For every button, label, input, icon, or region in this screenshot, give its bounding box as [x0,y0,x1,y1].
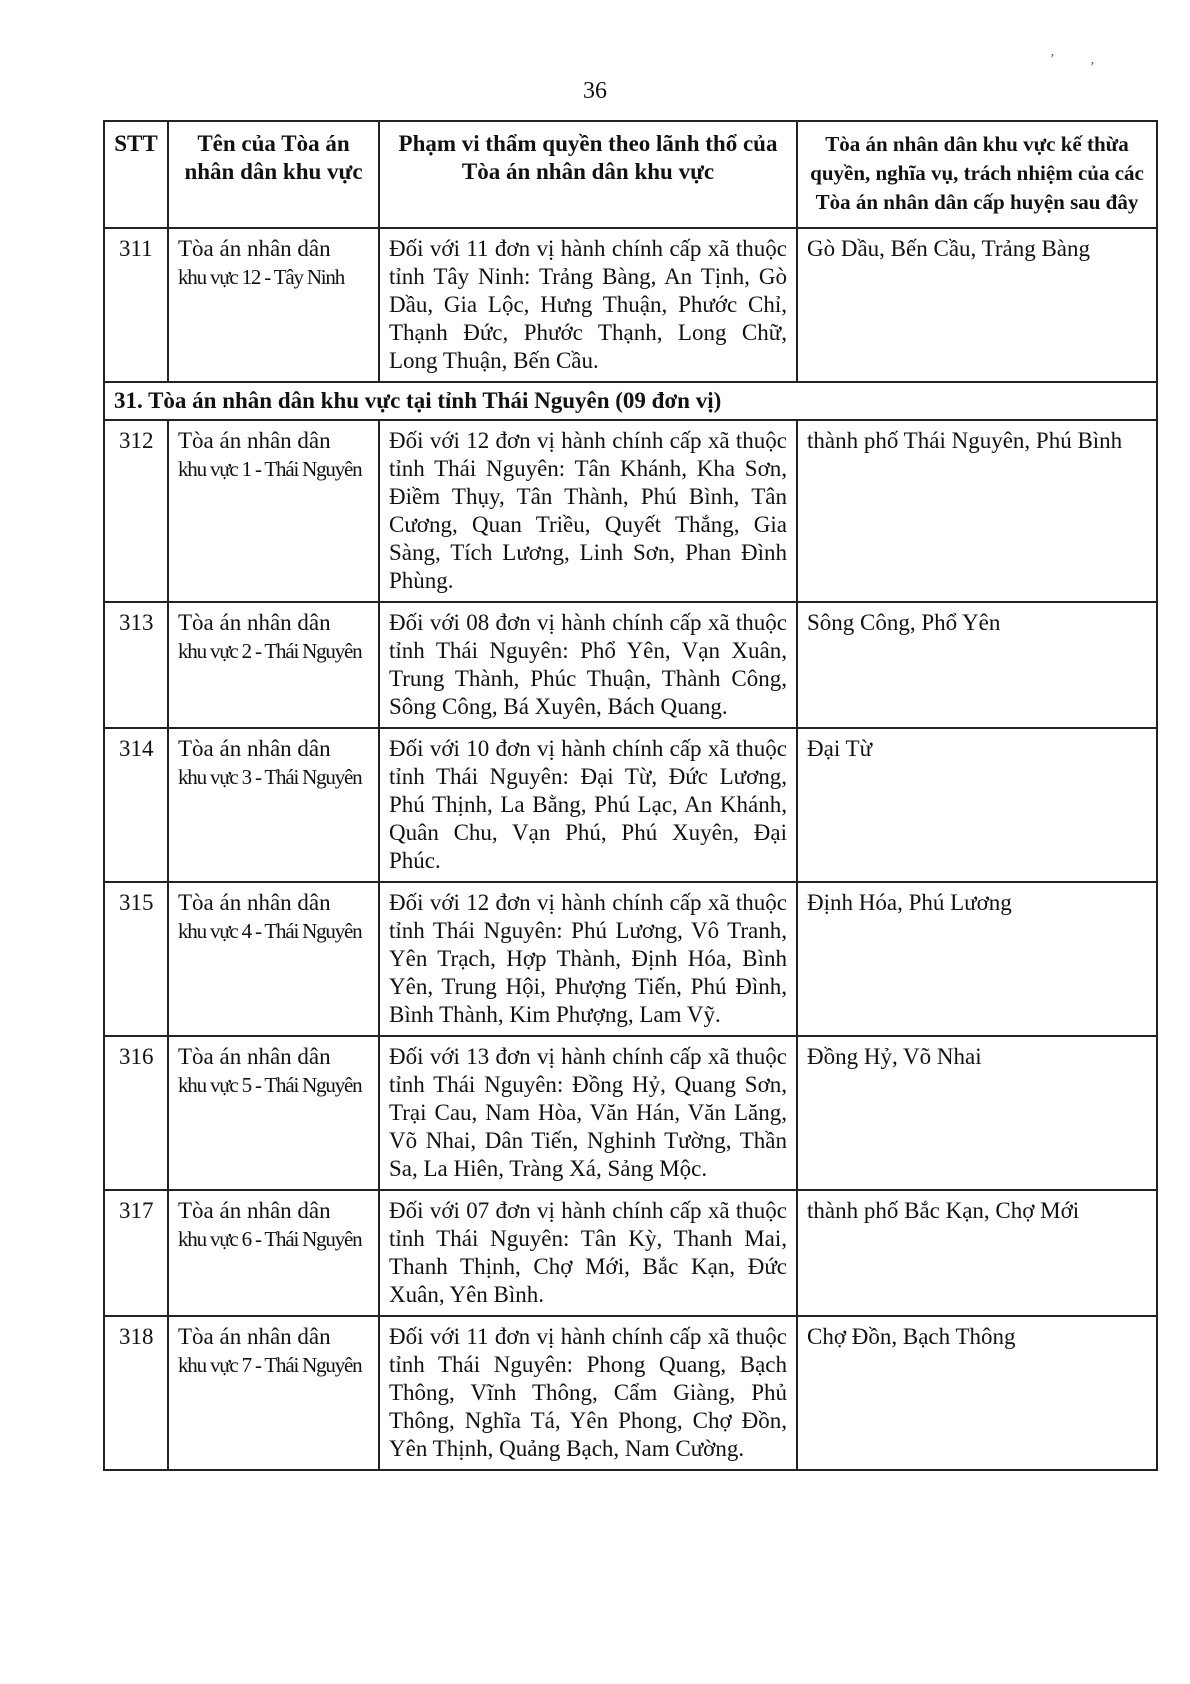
row-court-name [168,882,379,1036]
row-court-name [168,602,379,728]
court-name-line1: Tòa án nhân dân [178,890,331,915]
header-court-name: Tên của Tòa án nhân dân khu vực [168,121,379,228]
table-row [104,1190,1157,1316]
court-name-line2: khu vực 5 - Thái Nguyên [178,1073,362,1097]
scan-mark: ʼ [1050,52,1055,67]
row-heir: thành phố Thái Nguyên, Phú Bình [797,420,1157,602]
row-court-name [168,420,379,602]
court-name-line1: Tòa án nhân dân [178,236,331,261]
row-court-name [168,1316,379,1470]
row-stt: 318 [104,1316,168,1470]
row-stt: 314 [104,728,168,882]
row-heir: Gò Dầu, Bến Cầu, Trảng Bàng [797,228,1157,382]
table-row [104,228,1157,382]
court-name-line2: khu vực 6 - Thái Nguyên [178,1227,362,1251]
header-heir: Tòa án nhân dân khu vực kế thừa quyền, nghĩa vụ, trách nhiệm của các Tòa án nhân dân cấp huyện sau đây [797,121,1157,228]
table-row [104,728,1157,882]
row-stt: 311 [104,228,168,382]
scan-mark: ʼ [1090,60,1095,75]
row-heir: thành phố Bắc Kạn, Chợ Mới [797,1190,1157,1316]
page-number: 36 [583,78,607,104]
table-section-thai-nguyen [104,382,1157,420]
header-scope: Phạm vi thẩm quyền theo lãnh thổ của Tòa án nhân dân khu vực [379,121,797,228]
row-heir: Đồng Hỷ, Võ Nhai [797,1036,1157,1190]
section-title: 31. Tòa án nhân dân khu vực tại tỉnh Thái Nguyên (09 đơn vị) [104,382,1157,420]
section-row [104,382,1157,420]
row-court-name [168,1036,379,1190]
row-heir: Định Hóa, Phú Lương [797,882,1157,1036]
row-stt: 316 [104,1036,168,1190]
row-scope: Đối với 13 đơn vị hành chính cấp xã thuộc tỉnh Thái Nguyên: Đồng Hỷ, Quang Sơn, Trại Cau, Nam Hòa, Văn Hán, Văn Lăng, Võ Nhai, Dân Tiến, Nghinh Tường, Thần Sa, La Hiên, Tràng Xá, Sảng Mộc. [379,1036,797,1190]
court-name-line1: Tòa án nhân dân [178,428,331,453]
table-row [104,1036,1157,1190]
table-row [104,420,1157,602]
court-name-line1: Tòa án nhân dân [178,610,331,635]
row-stt: 313 [104,602,168,728]
court-name-line2: khu vực 12 - Tây Ninh [178,265,345,289]
row-heir: Chợ Đồn, Bạch Thông [797,1316,1157,1470]
row-scope: Đối với 07 đơn vị hành chính cấp xã thuộc tỉnh Thái Nguyên: Tân Kỳ, Thanh Mai, Thanh Thịnh, Chợ Mới, Bắc Kạn, Đức Xuân, Yên Bình. [379,1190,797,1316]
row-scope: Đối với 11 đơn vị hành chính cấp xã thuộc tỉnh Tây Ninh: Trảng Bàng, An Tịnh, Gò Dầu, Gia Lộc, Hưng Thuận, Phước Chỉ, Thạnh Đức, Phước Thạnh, Long Chữ, Long Thuận, Bến Cầu. [379,228,797,382]
table-body-tay-ninh [104,228,1157,382]
row-scope: Đối với 08 đơn vị hành chính cấp xã thuộc tỉnh Thái Nguyên: Phổ Yên, Vạn Xuân, Trung Thành, Phúc Thuận, Thành Công, Sông Công, Bá Xuyên, Bách Quang. [379,602,797,728]
row-scope: Đối với 11 đơn vị hành chính cấp xã thuộc tỉnh Thái Nguyên: Phong Quang, Bạch Thông, Vĩnh Thông, Cẩm Giàng, Phủ Thông, Nghĩa Tá, Yên Phong, Chợ Đồn, Yên Thịnh, Quảng Bạch, Nam Cường. [379,1316,797,1470]
row-heir: Sông Công, Phổ Yên [797,602,1157,728]
court-name-line2: khu vực 2 - Thái Nguyên [178,639,362,663]
table-row [104,882,1157,1036]
row-heir: Đại Từ [797,728,1157,882]
court-name-line2: khu vực 1 - Thái Nguyên [178,457,362,481]
row-court-name [168,228,379,382]
row-scope: Đối với 12 đơn vị hành chính cấp xã thuộc tỉnh Thái Nguyên: Phú Lương, Vô Tranh, Yên Trạch, Hợp Thành, Định Hóa, Bình Yên, Trung Hội, Phượng Tiến, Phú Đình, Bình Thành, Kim Phượng, Lam Vỹ. [379,882,797,1036]
court-name-line1: Tòa án nhân dân [178,1198,331,1223]
row-stt: 315 [104,882,168,1036]
table-body-thai-nguyen [104,420,1157,1470]
row-court-name [168,728,379,882]
court-name-line1: Tòa án nhân dân [178,1324,331,1349]
row-scope: Đối với 10 đơn vị hành chính cấp xã thuộc tỉnh Thái Nguyên: Đại Từ, Đức Lương, Phú Thịnh, La Bằng, Phú Lạc, An Khánh, Quân Chu, Vạn Phú, Phú Xuyên, Đại Phúc. [379,728,797,882]
row-stt: 312 [104,420,168,602]
table-row [104,602,1157,728]
court-name-line2: khu vực 3 - Thái Nguyên [178,765,362,789]
court-name-line2: khu vực 4 - Thái Nguyên [178,919,362,943]
row-stt: 317 [104,1190,168,1316]
row-scope: Đối với 12 đơn vị hành chính cấp xã thuộc tỉnh Thái Nguyên: Tân Khánh, Kha Sơn, Điềm Thụy, Tân Thành, Phú Bình, Tân Cương, Quan Triều, Quyết Thắng, Gia Sàng, Tích Lương, Linh Sơn, Phan Đình Phùng. [379,420,797,602]
court-name-line1: Tòa án nhân dân [178,1044,331,1069]
court-name-line1: Tòa án nhân dân [178,736,331,761]
table-row [104,1316,1157,1470]
header-stt: STT [104,121,168,228]
court-jurisdiction-table [103,120,1158,1471]
row-court-name [168,1190,379,1316]
table-header-row [104,121,1157,228]
court-name-line2: khu vực 7 - Thái Nguyên [178,1353,362,1377]
